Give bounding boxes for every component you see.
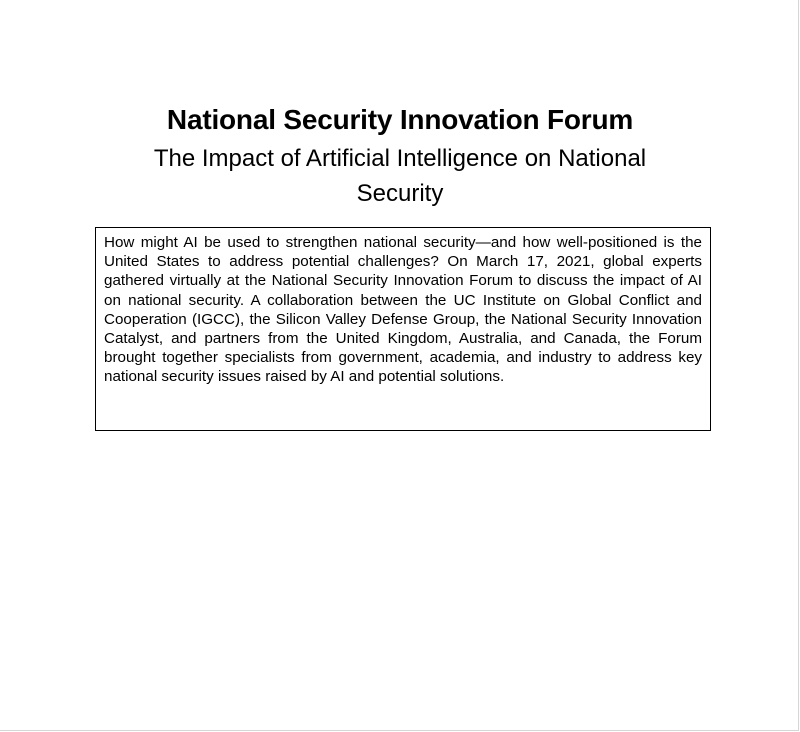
abstract-box — [95, 227, 711, 431]
document-title: National Security Innovation Forum — [166, 104, 634, 135]
document-subtitle: The Impact of Artificial Intelligence on National Security — [153, 145, 647, 207]
abstract-text: How might AI be used to strengthen national security—and how well-positioned is the United States to address potential challenges? On March 17, 2021, global experts gathered virtually at the National Security Innovation Forum to discuss the impact of AI on national security. A collaboration between the UC Institute on Global Conflict and Cooperation (IGCC), the Silicon Valley Defense Group, the National Security Innovation Catalyst, and partners from the United Kingdom, Australia, and Canada, the Forum brought together specialists from government, academia, and industry to address key national security issues raised by AI and potential solutions. — [104, 234, 702, 386]
